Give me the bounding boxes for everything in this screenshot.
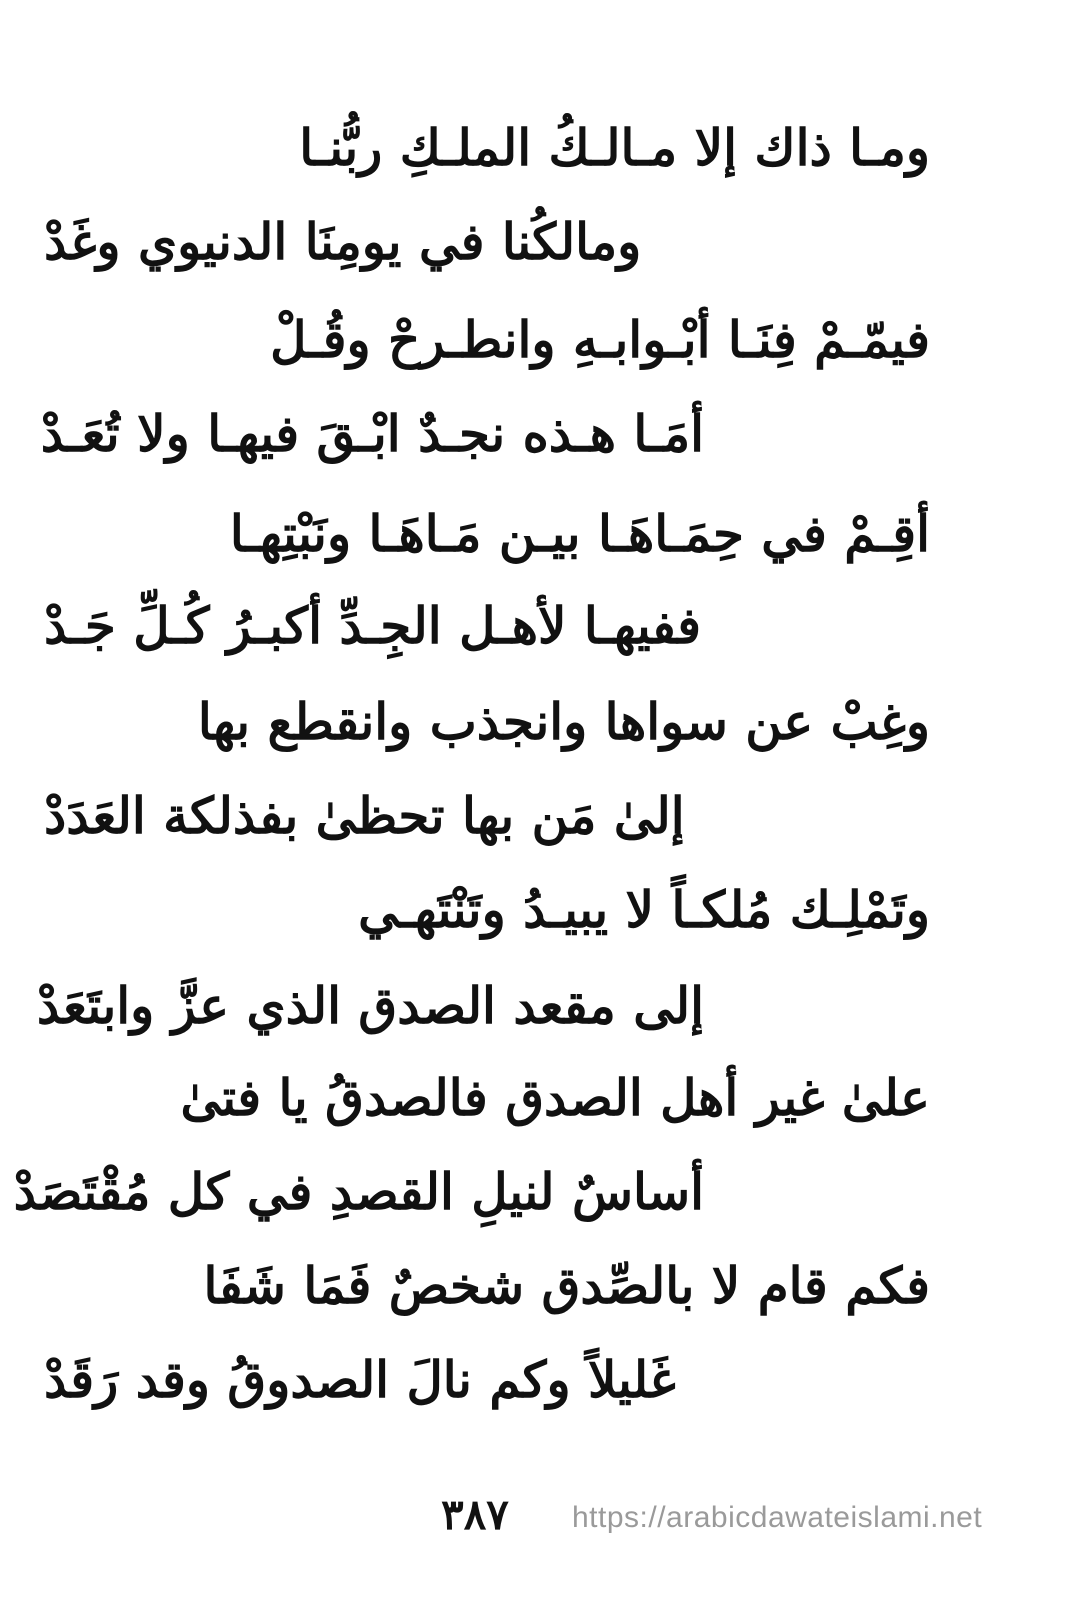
verse-line-12: أساسٌ لنيلِ القصدِ في كل مُقْتَصَدْ — [13, 1162, 704, 1221]
verse-line-6: ففيهـا لأهـل الجِـدِّ أكبـرُ كُـلِّ جَـدْ — [44, 596, 702, 655]
verse-line-9: وتَمْلِـك مُلكـاً لا يبيـدُ وتَنْتَهـي — [358, 880, 930, 939]
watermark-url: https://arabicdawateislami.net — [572, 1501, 983, 1534]
verse-line-2: ومالكُنا في يومِنَا الدنيوي وغَدْ — [44, 212, 642, 271]
verse-line-11: علىٰ غير أهل الصدق فالصدقُ يا فتىٰ — [180, 1068, 930, 1127]
verse-line-1: ومـا ذاك إلا مـالـكُ الملـكِ ربُّنـا — [299, 118, 930, 177]
verse-line-3: فيمّـمْ فِنَـا أبْـوابـهِ وانطـرحْ وقُـلْ — [270, 310, 930, 369]
verse-line-13: فكم قام لا بالصِّدق شخصٌ فَمَا شَفَا — [203, 1256, 930, 1315]
verse-line-5: أقِـمْ في حِمَـاهَـا بيـن مَـاهَـا ونَبْتِهـا — [229, 504, 930, 563]
verse-line-14: غَليلاً وكم نالَ الصدوقُ وقد رَقَدْ — [44, 1350, 676, 1409]
verse-line-10: إلى مقعد الصدق الذي عزَّ وابتَعَدْ — [36, 976, 704, 1035]
verse-line-4: أمَـا هـذه نجـدٌ ابْـقَ فيهـا ولا تُعَـدْ — [40, 404, 704, 463]
page-number: ٣٨٧ — [441, 1490, 509, 1539]
verse-line-8: إلىٰ مَن بها تحظىٰ بفذلكة العَدَدْ — [44, 786, 685, 845]
verse-line-7: وغِبْ عن سواها وانجذب وانقطع بها — [197, 692, 930, 751]
